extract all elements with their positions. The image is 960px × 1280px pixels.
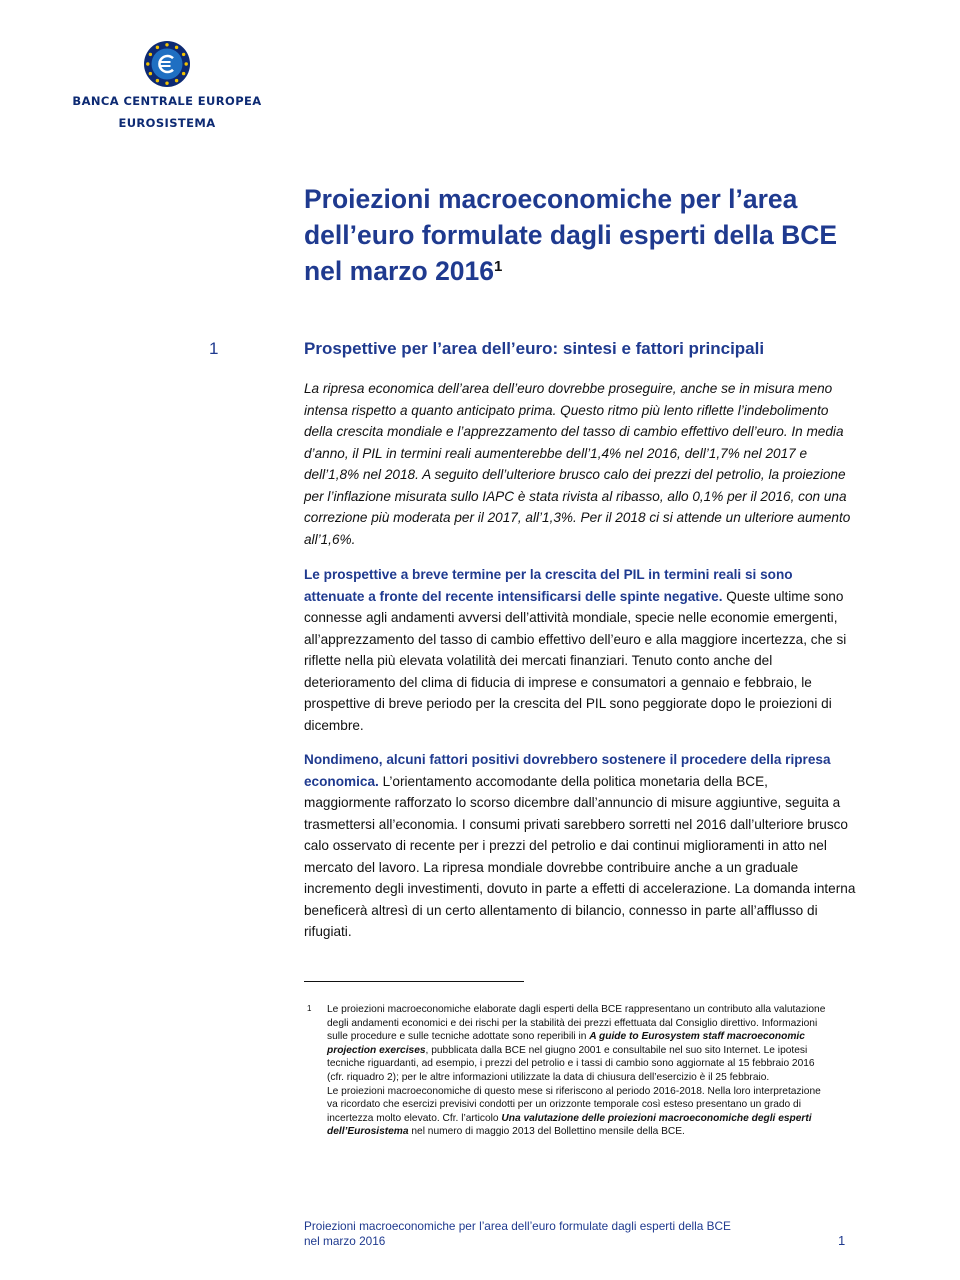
logo-subtitle: EUROSISTEMA (118, 116, 216, 130)
star-icon (165, 82, 168, 85)
star-icon (182, 72, 185, 75)
logo-institution-name: BANCA CENTRALE EUROPEA (72, 94, 262, 108)
paragraph-lead: Nondimeno, alcuni fattori positivi dovrebbero sostenere il procedere della ripresa economica. (304, 752, 831, 789)
footnote-reference: A guide to Eurosystem staff macroeconomic projection exercises (327, 1031, 805, 1056)
star-icon (165, 43, 168, 46)
short-term-outlook-paragraph (304, 564, 856, 736)
title-footnote-ref[interactable]: 1 (494, 258, 503, 275)
star-icon (182, 53, 185, 56)
section-number: 1 (209, 339, 219, 358)
paragraph-lead: Le prospettive a breve termine per la crescita del PIL in termini reali si sono attenuate a fronte del recente intensificarsi delle spinte negative. (304, 567, 793, 604)
footnote-part: Le proiezioni macroeconomiche elaborate dagli esperti della BCE rappresentano un contributo alla valutazione degli andamenti economici e dei rischi per la stabilità dei prezzi effettuata dal Consiglio direttivo. Informazioni sulle procedure e sulle tecniche adottate sono reperibili in (327, 1004, 826, 1043)
paragraph-body: Queste ultime sono connesse agli andamenti avversi dell’attività mondiale, specie nelle economie emergenti, all’apprezzamento del tasso di cambio effettivo dell’euro e alla maggiore incertezza, che si riflette nella più elevata volatilità dei mercati finanziari. Tenuto conto anche del deterioramento del clima di fiducia di imprese e consumatori a gennaio e febbraio, le prospettive di breve periodo per la crescita del PIL sono peggiorate dopo le proiezioni di dicembre. (304, 588, 847, 733)
page-footer (304, 1219, 774, 1249)
summary-paragraph: La ripresa economica dell’area dell’euro dovrebbe proseguire, anche se in misura meno intensa rispetto a quanto anticipato prima. Questo ritmo più lento riflette l’indebolimento della crescita mondiale e l’apprezzamento del tasso di cambio effettivo dell’euro. In media d’anno, il PIL in termini reali aumenterebbe dell’1,4% nel 2016, dell’1,7% nel 2017 e dell’1,8% nel 2018. A seguito dell’ulteriore brusco calo dei prezzi del petrolio, la proiezione per l’inflazione misurata sullo IAPC è stata rivista al ribasso, allo 0,1% per il 2016, con una correzione più moderata per il 2017, all’1,3%. Per il 2018 ci si attende un ulteriore aumento all’1,6%. (304, 381, 851, 547)
footnote-part: , pubblicata dalla BCE nel giugno 2001 e consultabile nel suo sito Internet. Le ipotesi tecniche riguardanti, ad esempio, i prezzi del petrolio e i tassi di cambio sono aggiornate al 15 febbraio 2016 (cfr. riquadro 2); per le altre informazioni utilizzate la data di chiusura dell’esercizio è il 25 febbraio. (327, 1044, 815, 1083)
page-number: 1 (838, 1233, 846, 1248)
star-icon (185, 62, 188, 65)
footnote-part: Le proiezioni macroeconomiche di questo mese si riferiscono al periodo 2016-2018. Nella loro interpretazione va ricordato che esercizi previsivi condotti per un orizzonte temporale così esteso presentano un grado di incertezza molto elevato. Cfr. l’articolo (327, 1085, 821, 1124)
page-title (304, 181, 864, 289)
footnote-part: nel numero di maggio 2013 del Bollettino mensile della BCE. (408, 1126, 685, 1138)
star-icon (156, 46, 159, 49)
footer-line: nel marzo 2016 (304, 1234, 386, 1248)
star-icon (149, 53, 152, 56)
ecb-euro-emblem-icon (143, 40, 191, 88)
footer-line: Proiezioni macroeconomiche per l’area dell’euro formulate dagli esperti della BCE (304, 1219, 731, 1233)
footnote-mark: 1 (307, 1004, 312, 1013)
footnote-text (327, 1003, 827, 1139)
positive-factors-paragraph (304, 749, 856, 943)
section-title: Prospettive per l’area dell’euro: sintesi e fattori principali (304, 339, 765, 358)
footnote-paragraph (327, 1085, 827, 1139)
star-icon (149, 72, 152, 75)
footnote-divider (304, 981, 524, 982)
ecb-logo (62, 40, 272, 130)
star-icon (156, 79, 159, 82)
star-icon (175, 79, 178, 82)
page-title-text: Proiezioni macroeconomiche per l’area dell’euro formulate dagli esperti della BCE nel marzo 2016 (304, 184, 838, 286)
footnote-paragraph (327, 1003, 827, 1085)
star-icon (146, 62, 149, 65)
footnote-reference: Una valutazione delle proiezioni macroeconomiche degli esperti dell’Eurosistema (327, 1112, 812, 1138)
star-icon (175, 46, 178, 49)
paragraph-body: L’orientamento accomodante della politica monetaria della BCE, maggiormente rafforzato lo scorso dicembre dall’annuncio di misure aggiuntive, seguita a trasmettersi all’economia. I consumi privati sarebbero sorretti nel 2016 dall’ulteriore brusco calo osservato di recente per i prezzi del petrolio e dai continui miglioramenti in atto nel mercato del lavoro. La ripresa mondiale dovrebbe contribuire anche a un graduale incremento degli investimenti, dovuto in parte a effetti di accelerazione. La domanda interna beneficerà altresì di un certo allentamento di bilancio, connesso in parte all’afflusso di rifugiati. (304, 773, 856, 939)
